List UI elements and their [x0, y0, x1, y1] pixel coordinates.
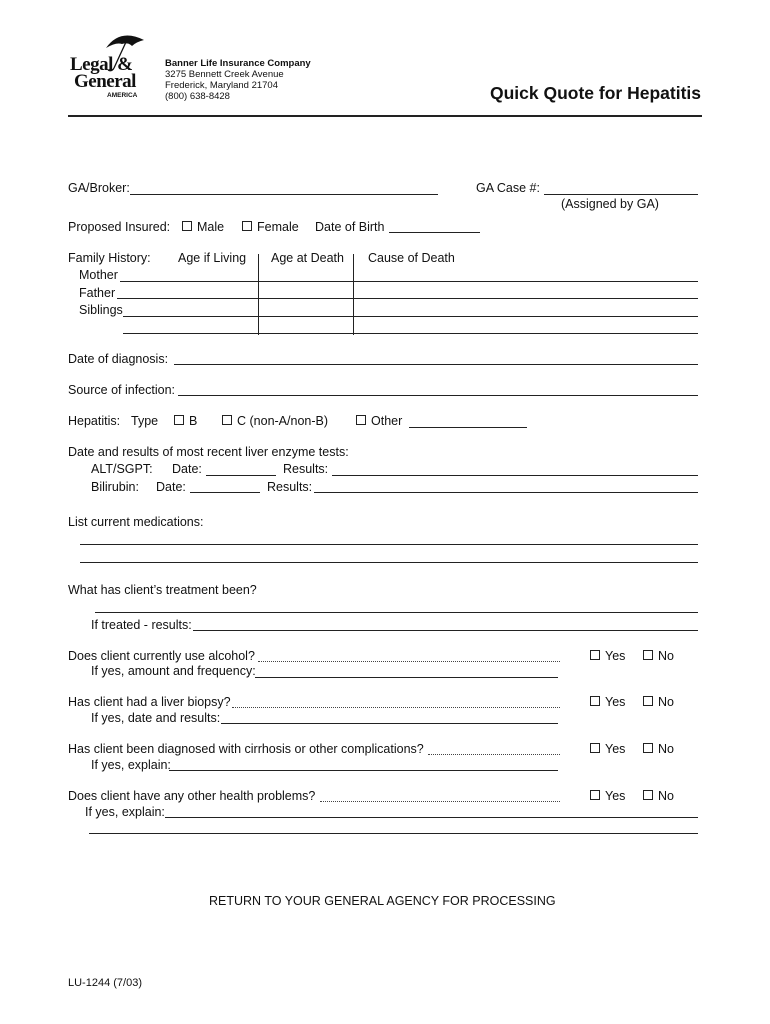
- biopsy-no-checkbox[interactable]: [643, 695, 674, 709]
- yes-label: Yes: [605, 789, 626, 803]
- company-name: Banner Life Insurance Company: [165, 58, 311, 69]
- alt-results-field[interactable]: [332, 475, 698, 476]
- type-b-label: B: [189, 414, 198, 428]
- proposed-insured-label: Proposed Insured:: [68, 220, 171, 234]
- biopsy-yes-checkbox[interactable]: [590, 695, 625, 709]
- checkbox-icon: [182, 221, 192, 231]
- bili-label: Bilirubin:: [91, 480, 139, 494]
- type-label: Type: [131, 414, 159, 428]
- biopsy-question: Has client had a liver biopsy?: [68, 695, 231, 709]
- other-sub-field[interactable]: [165, 817, 698, 818]
- infection-field[interactable]: [178, 395, 698, 396]
- type-b-checkbox[interactable]: [174, 414, 197, 428]
- yes-label: Yes: [605, 649, 626, 663]
- checkbox-icon: [222, 415, 232, 425]
- checkbox-icon: [643, 650, 653, 660]
- cirrhosis-no-checkbox[interactable]: [643, 742, 674, 756]
- checkbox-icon: [643, 790, 653, 800]
- address-line-1: 3275 Bennett Creek Avenue: [165, 69, 284, 80]
- medications-label: List current medications:: [68, 515, 204, 529]
- father-row-field[interactable]: [117, 298, 698, 299]
- cirrhosis-sub-label: If yes, explain:: [91, 758, 171, 772]
- checkbox-icon: [174, 415, 184, 425]
- other-yes-checkbox[interactable]: [590, 789, 625, 803]
- yes-label: Yes: [605, 695, 626, 709]
- table-divider: [258, 254, 259, 335]
- assigned-note: (Assigned by GA): [561, 197, 659, 211]
- type-other-field[interactable]: [409, 427, 527, 428]
- bili-date-field[interactable]: [190, 492, 260, 493]
- dob-label: Date of Birth: [315, 220, 385, 234]
- leader-dots: [428, 754, 560, 755]
- other-question: Does client have any other health problems?: [68, 789, 316, 803]
- treatment-label: What has client’s treatment been?: [68, 583, 257, 597]
- page-title: Quick Quote for Hepatitis: [490, 83, 701, 103]
- bili-date-label: Date:: [156, 480, 186, 494]
- alcohol-question: Does client currently use alcohol?: [68, 649, 255, 663]
- siblings-row-field[interactable]: [123, 316, 698, 317]
- treated-results-field[interactable]: [193, 630, 698, 631]
- female-label: Female: [257, 220, 299, 234]
- alcohol-yes-checkbox[interactable]: [590, 649, 625, 663]
- return-note: RETURN TO YOUR GENERAL AGENCY FOR PROCESSING: [209, 894, 556, 908]
- cirrhosis-question: Has client been diagnosed with cirrhosis or other complications?: [68, 742, 424, 756]
- checkbox-icon: [590, 696, 600, 706]
- logo-text-legal: Legal &: [70, 54, 133, 75]
- mother-row-field[interactable]: [120, 281, 698, 282]
- alt-label: ALT/SGPT:: [91, 462, 153, 476]
- no-label: No: [658, 649, 674, 663]
- type-c-checkbox[interactable]: [222, 414, 328, 428]
- row-siblings: Siblings: [79, 303, 123, 317]
- checkbox-icon: [590, 790, 600, 800]
- treated-results-label: If treated - results:: [91, 618, 192, 632]
- leader-dots: [232, 707, 560, 708]
- alt-results-label: Results:: [283, 462, 329, 476]
- bili-results-label: Results:: [267, 480, 313, 494]
- checkbox-icon: [643, 696, 653, 706]
- checkbox-icon: [643, 743, 653, 753]
- yes-label: Yes: [605, 742, 626, 756]
- logo-text-america: AMERICA: [107, 92, 138, 99]
- header-divider: [68, 115, 702, 117]
- leader-dots: [320, 801, 560, 802]
- diagnosis-field[interactable]: [174, 364, 698, 365]
- form-number: LU-1244 (7/03): [68, 977, 142, 989]
- other-sub-label: If yes, explain:: [85, 805, 165, 819]
- ga-case-label: GA Case #:: [476, 181, 540, 195]
- col-cause-death: Cause of Death: [368, 251, 455, 265]
- diagnosis-label: Date of diagnosis:: [68, 352, 169, 366]
- col-age-living: Age if Living: [178, 251, 247, 265]
- leader-dots: [258, 661, 560, 662]
- phone-number: (800) 638-8428: [165, 91, 230, 102]
- no-label: No: [658, 695, 674, 709]
- alt-date-field[interactable]: [206, 475, 276, 476]
- alcohol-sub-label: If yes, amount and frequency:: [91, 664, 256, 678]
- other-sub-field-2[interactable]: [89, 833, 698, 834]
- checkbox-icon: [590, 650, 600, 660]
- checkbox-icon: [590, 743, 600, 753]
- ga-case-field[interactable]: [544, 194, 698, 195]
- enzyme-label: Date and results of most recent liver enzyme tests:: [68, 445, 349, 459]
- other-no-checkbox[interactable]: [643, 789, 674, 803]
- dob-field[interactable]: [389, 232, 480, 233]
- checkbox-icon: [242, 221, 252, 231]
- alt-date-label: Date:: [172, 462, 202, 476]
- male-checkbox[interactable]: [182, 220, 224, 234]
- row-father: Father: [79, 286, 116, 300]
- ga-broker-field[interactable]: [130, 194, 438, 195]
- medications-field-2[interactable]: [80, 562, 698, 563]
- no-label: No: [658, 789, 674, 803]
- biopsy-sub-field[interactable]: [221, 723, 558, 724]
- biopsy-sub-label: If yes, date and results:: [91, 711, 221, 725]
- male-label: Male: [197, 220, 225, 234]
- infection-label: Source of infection:: [68, 383, 176, 397]
- type-c-label: C (non-A/non-B): [237, 414, 329, 428]
- siblings-row-field-2[interactable]: [123, 333, 698, 334]
- cirrhosis-sub-field[interactable]: [169, 770, 558, 771]
- alcohol-no-checkbox[interactable]: [643, 649, 674, 663]
- hepatitis-label: Hepatitis:: [68, 414, 121, 428]
- female-checkbox[interactable]: [242, 220, 299, 234]
- type-other-label: Other: [371, 414, 403, 428]
- type-other-checkbox[interactable]: [356, 414, 402, 428]
- col-age-death: Age at Death: [271, 251, 344, 265]
- medications-field-1[interactable]: [80, 544, 698, 545]
- family-history-label: Family History:: [68, 251, 151, 265]
- row-mother: Mother: [79, 268, 118, 282]
- cirrhosis-yes-checkbox[interactable]: [590, 742, 625, 756]
- checkbox-icon: [356, 415, 366, 425]
- table-divider: [353, 254, 354, 335]
- address-line-2: Frederick, Maryland 21704: [165, 80, 278, 91]
- alcohol-sub-field[interactable]: [255, 677, 558, 678]
- bili-results-field[interactable]: [314, 492, 698, 493]
- no-label: No: [658, 742, 674, 756]
- ga-broker-label: GA/Broker:: [68, 181, 130, 195]
- treatment-field[interactable]: [95, 612, 698, 613]
- logo-text-general: General: [74, 71, 136, 92]
